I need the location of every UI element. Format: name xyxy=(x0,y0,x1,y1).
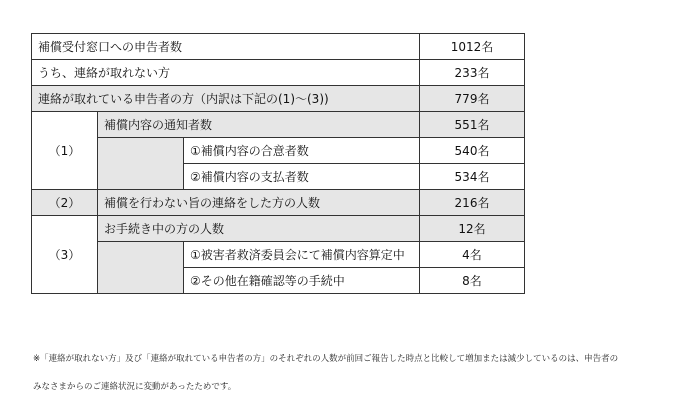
table-row xyxy=(32,60,525,86)
table-row xyxy=(32,34,525,60)
section-1-label: 補償内容の通知者数 xyxy=(98,112,420,138)
section-3-label: お手続き中の方の人数 xyxy=(98,216,420,242)
section-1-sub1-label: ①補償内容の合意者数 xyxy=(184,138,420,164)
reachable-value: 779名 xyxy=(420,86,525,112)
section-1-number: （1） xyxy=(32,112,98,190)
footnote-line-2: みなさまからのご連絡状況に変動があったためです。 xyxy=(33,382,237,392)
section-1-sub1-value: 540名 xyxy=(420,138,525,164)
section-1-sub2-label: ②補償内容の支払者数 xyxy=(184,164,420,190)
section-2-number: （2） xyxy=(32,190,98,216)
table-row xyxy=(32,190,525,216)
total-claimants-value: 1012名 xyxy=(420,34,525,60)
claims-table xyxy=(31,33,525,294)
section-2-label: 補償を行わない旨の連絡をした方の人数 xyxy=(98,190,420,216)
section-2-value: 216名 xyxy=(420,190,525,216)
section-3-indent xyxy=(98,242,184,294)
table-row xyxy=(32,242,525,268)
section-3-sub1-value: 4名 xyxy=(420,242,525,268)
section-3-sub2-label: ②その他在籍確認等の手続中 xyxy=(184,268,420,294)
total-claimants-label: 補償受付窓口への申告者数 xyxy=(32,34,420,60)
section-3-sub2-value: 8名 xyxy=(420,268,525,294)
section-3-value: 12名 xyxy=(420,216,525,242)
footnote-line-1: ※「連絡が取れない方」及び「連絡が取れている申告者の方」のそれぞれの人数が前回ご報告した時点と比較して増加または減少しているのは、申告者の xyxy=(33,354,619,364)
reachable-label: 連絡が取れている申告者の方（内訳は下記の(1)～(3)) xyxy=(32,86,420,112)
section-1-value: 551名 xyxy=(420,112,525,138)
table-row xyxy=(32,86,525,112)
section-1-sub2-value: 534名 xyxy=(420,164,525,190)
unreachable-value: 233名 xyxy=(420,60,525,86)
section-3-sub1-label: ①被害者救済委員会にて補償内容算定中 xyxy=(184,242,420,268)
table-row xyxy=(32,112,525,138)
table-row xyxy=(32,216,525,242)
table-row xyxy=(32,138,525,164)
unreachable-label: うち、連絡が取れない方 xyxy=(32,60,420,86)
section-1-indent xyxy=(98,138,184,190)
section-3-number: （3） xyxy=(32,216,98,294)
